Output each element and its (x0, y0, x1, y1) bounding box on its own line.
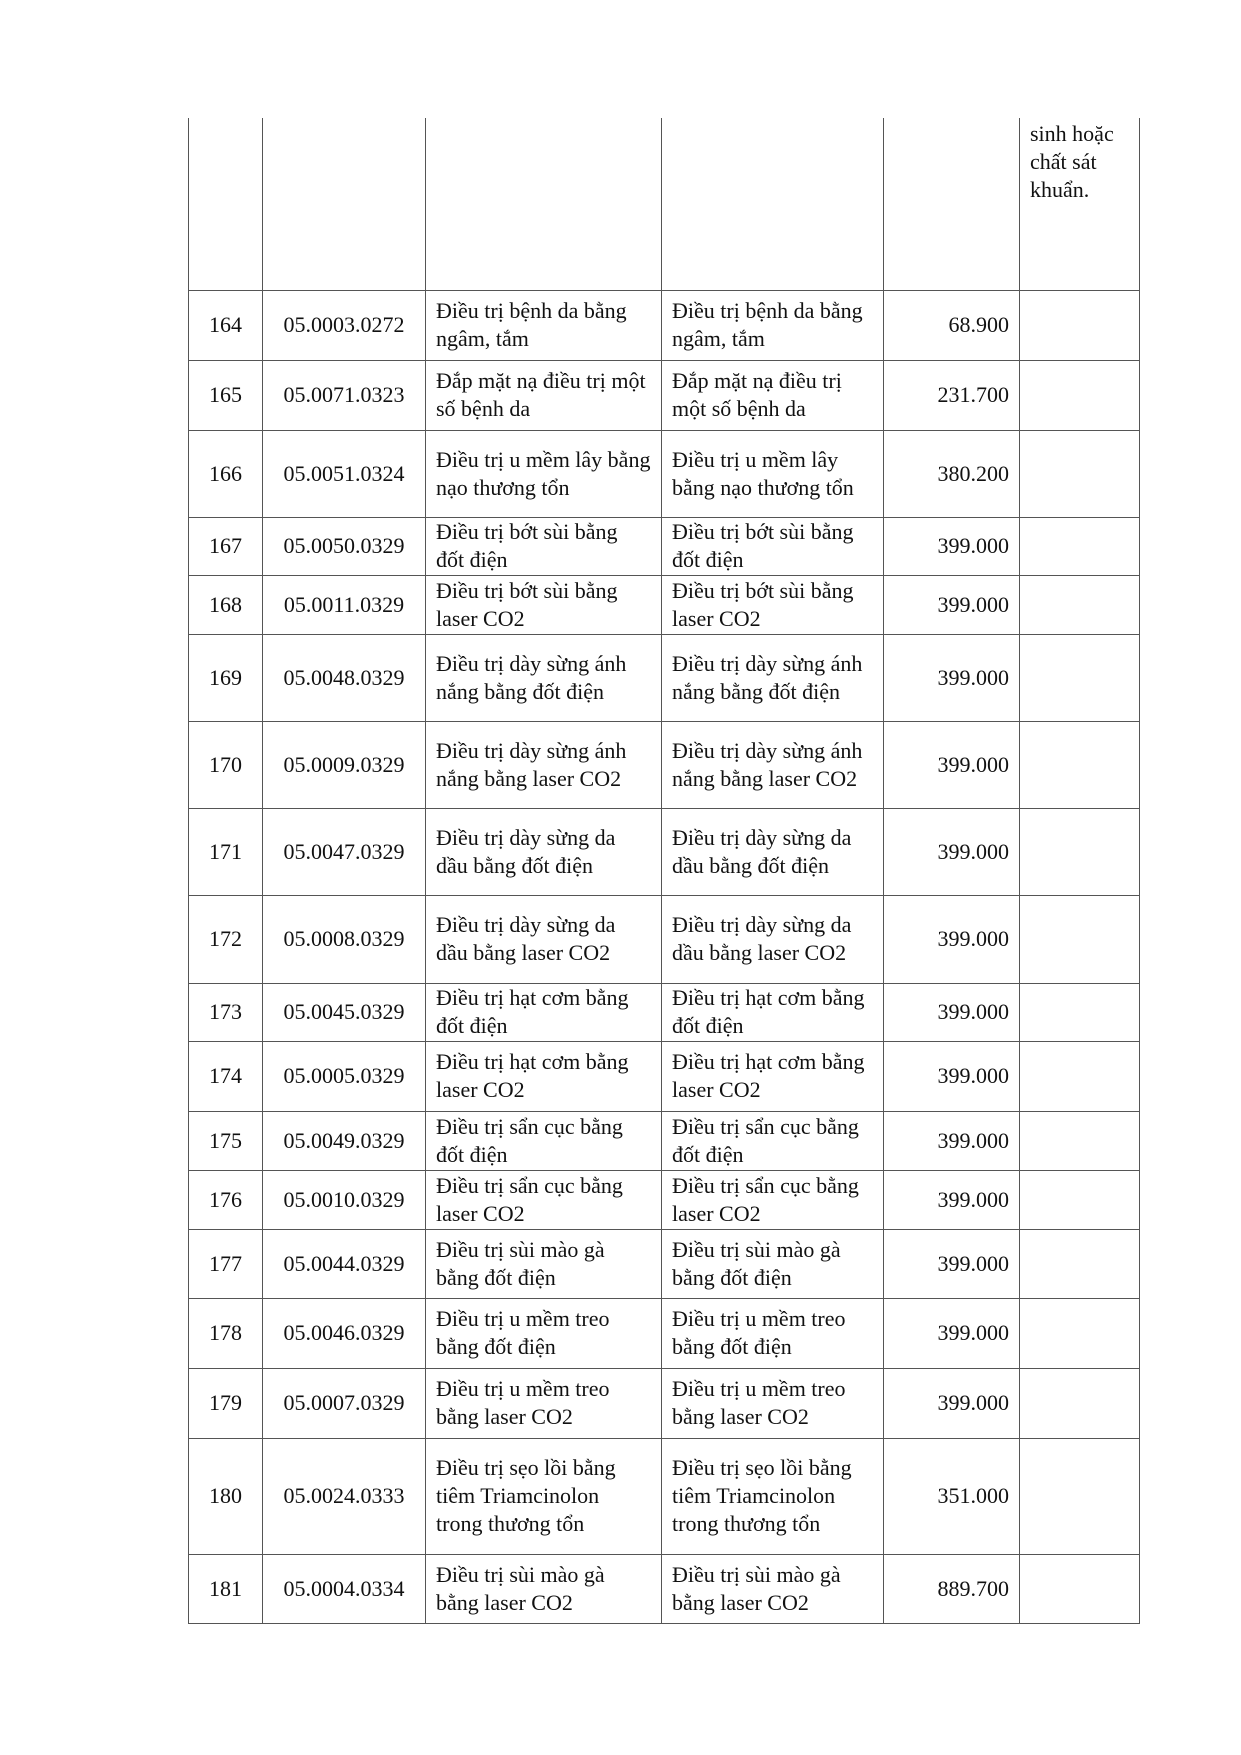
cell-price: 399.000 (884, 721, 1020, 808)
cell-code: 05.0046.0329 (263, 1298, 426, 1368)
cell-name-a: Điều trị hạt cơm bằng đốt điện (426, 983, 662, 1041)
cell-code: 05.0050.0329 (263, 517, 426, 575)
cell-price: 68.900 (884, 290, 1020, 360)
cell-price: 889.700 (884, 1554, 1020, 1623)
cell-stt: 180 (189, 1438, 263, 1554)
cell-stt: 172 (189, 895, 263, 983)
cell-stt: 165 (189, 360, 263, 430)
cell-name-a: Điều trị dày sừng da dầu bằng đốt điện (426, 808, 662, 895)
cell-name-b: Điều trị bớt sùi bằng laser CO2 (662, 575, 884, 634)
cell-stt: 164 (189, 290, 263, 360)
cell-stt: 178 (189, 1298, 263, 1368)
cell-stt: 166 (189, 430, 263, 517)
cell-code: 05.0004.0334 (263, 1554, 426, 1623)
cell-price: 399.000 (884, 575, 1020, 634)
cell-stt: 170 (189, 721, 263, 808)
cell-price: 351.000 (884, 1438, 1020, 1554)
cell-code: 05.0047.0329 (263, 808, 426, 895)
cell-price: 399.000 (884, 983, 1020, 1041)
cell-note (1020, 1554, 1140, 1623)
cell-code: 05.0009.0329 (263, 721, 426, 808)
cell-name-a: Điều trị dày sừng da dầu bằng laser CO2 (426, 895, 662, 983)
service-price-table (188, 118, 1140, 1624)
cell-price: 231.700 (884, 360, 1020, 430)
table-row-continuation (189, 118, 1140, 290)
cell-note (1020, 1041, 1140, 1111)
table-row (189, 517, 1140, 575)
table-row (189, 575, 1140, 634)
cell-code: 05.0011.0329 (263, 575, 426, 634)
cell-stt: 179 (189, 1368, 263, 1438)
cell-name-a: Đắp mặt nạ điều trị một số bệnh da (426, 360, 662, 430)
cell-code: 05.0008.0329 (263, 895, 426, 983)
cell-code: 05.0049.0329 (263, 1111, 426, 1170)
cell-name-b: Điều trị hạt cơm bằng đốt điện (662, 983, 884, 1041)
cell-code: 05.0007.0329 (263, 1368, 426, 1438)
cell-note (1020, 1229, 1140, 1298)
cell-stt: 174 (189, 1041, 263, 1111)
table-row (189, 983, 1140, 1041)
cell-note (1020, 360, 1140, 430)
table-row (189, 1554, 1140, 1623)
cell-stt: 173 (189, 983, 263, 1041)
cell-code: 05.0071.0323 (263, 360, 426, 430)
cell-note (1020, 575, 1140, 634)
cell-name-a: Điều trị sẩn cục bằng laser CO2 (426, 1170, 662, 1229)
cell-name-b: Điều trị u mềm treo bằng đốt điện (662, 1298, 884, 1368)
table-row (189, 430, 1140, 517)
cell-name-a (426, 118, 662, 290)
cell-code: 05.0003.0272 (263, 290, 426, 360)
cell-note (1020, 1438, 1140, 1554)
cell-code: 05.0045.0329 (263, 983, 426, 1041)
cell-note: sinh hoặc chất sát khuẩn. (1020, 118, 1140, 290)
cell-name-b: Điều trị sẩn cục bằng laser CO2 (662, 1170, 884, 1229)
cell-stt: 171 (189, 808, 263, 895)
cell-name-b: Điều trị sẩn cục bằng đốt điện (662, 1111, 884, 1170)
table-row (189, 895, 1140, 983)
cell-name-b: Điều trị dày sừng da dầu bằng laser CO2 (662, 895, 884, 983)
cell-price: 399.000 (884, 1229, 1020, 1298)
table-row (189, 808, 1140, 895)
cell-stt: 167 (189, 517, 263, 575)
table-row (189, 1041, 1140, 1111)
cell-name-b: Điều trị sẹo lồi bằng tiêm Triamcinolon trong thương tổn (662, 1438, 884, 1554)
cell-name-a: Điều trị u mềm treo bằng laser CO2 (426, 1368, 662, 1438)
cell-code: 05.0024.0333 (263, 1438, 426, 1554)
cell-name-b: Điều trị sùi mào gà bằng laser CO2 (662, 1554, 884, 1623)
cell-name-a: Điều trị u mềm treo bằng đốt điện (426, 1298, 662, 1368)
cell-stt: 181 (189, 1554, 263, 1623)
cell-name-b: Điều trị dày sừng ánh nắng bằng laser CO2 (662, 721, 884, 808)
table-row (189, 290, 1140, 360)
cell-stt (189, 118, 263, 290)
cell-name-a: Điều trị sẩn cục bằng đốt điện (426, 1111, 662, 1170)
table-row (189, 721, 1140, 808)
cell-name-b (662, 118, 884, 290)
cell-note (1020, 1298, 1140, 1368)
cell-price: 380.200 (884, 430, 1020, 517)
cell-name-b: Điều trị hạt cơm bằng laser CO2 (662, 1041, 884, 1111)
cell-name-b: Đắp mặt nạ điều trị một số bệnh da (662, 360, 884, 430)
cell-price: 399.000 (884, 895, 1020, 983)
cell-price: 399.000 (884, 1041, 1020, 1111)
cell-name-a: Điều trị sẹo lồi bằng tiêm Triamcinolon trong thương tổn (426, 1438, 662, 1554)
cell-note (1020, 1111, 1140, 1170)
cell-code (263, 118, 426, 290)
cell-name-b: Điều trị dày sừng ánh nắng bằng đốt điện (662, 634, 884, 721)
cell-name-a: Điều trị bớt sùi bằng đốt điện (426, 517, 662, 575)
cell-price: 399.000 (884, 1111, 1020, 1170)
cell-name-a: Điều trị bệnh da bằng ngâm, tắm (426, 290, 662, 360)
table-row (189, 360, 1140, 430)
cell-price: 399.000 (884, 808, 1020, 895)
cell-name-b: Điều trị dày sừng da dầu bằng đốt điện (662, 808, 884, 895)
cell-stt: 176 (189, 1170, 263, 1229)
cell-name-a: Điều trị hạt cơm bằng laser CO2 (426, 1041, 662, 1111)
cell-name-b: Điều trị u mềm treo bằng laser CO2 (662, 1368, 884, 1438)
cell-name-a: Điều trị sùi mào gà bằng laser CO2 (426, 1554, 662, 1623)
cell-price (884, 118, 1020, 290)
cell-note (1020, 983, 1140, 1041)
cell-stt: 169 (189, 634, 263, 721)
cell-code: 05.0044.0329 (263, 1229, 426, 1298)
cell-stt: 175 (189, 1111, 263, 1170)
cell-note (1020, 634, 1140, 721)
table-row (189, 634, 1140, 721)
cell-note (1020, 721, 1140, 808)
cell-name-b: Điều trị u mềm lây bằng nạo thương tổn (662, 430, 884, 517)
table-row (189, 1111, 1140, 1170)
cell-note (1020, 1170, 1140, 1229)
cell-name-a: Điều trị bớt sùi bằng laser CO2 (426, 575, 662, 634)
table-row (189, 1438, 1140, 1554)
cell-name-a: Điều trị dày sừng ánh nắng bằng đốt điện (426, 634, 662, 721)
cell-name-b: Điều trị sùi mào gà bằng đốt điện (662, 1229, 884, 1298)
table-row (189, 1229, 1140, 1298)
cell-price: 399.000 (884, 1298, 1020, 1368)
cell-price: 399.000 (884, 517, 1020, 575)
cell-note (1020, 290, 1140, 360)
cell-code: 05.0051.0324 (263, 430, 426, 517)
cell-note (1020, 1368, 1140, 1438)
table-row (189, 1170, 1140, 1229)
cell-note (1020, 430, 1140, 517)
cell-price: 399.000 (884, 1170, 1020, 1229)
cell-name-b: Điều trị bớt sùi bằng đốt điện (662, 517, 884, 575)
cell-code: 05.0005.0329 (263, 1041, 426, 1111)
cell-note (1020, 517, 1140, 575)
cell-name-a: Điều trị dày sừng ánh nắng bằng laser CO2 (426, 721, 662, 808)
cell-note (1020, 808, 1140, 895)
cell-price: 399.000 (884, 634, 1020, 721)
cell-price: 399.000 (884, 1368, 1020, 1438)
cell-note (1020, 895, 1140, 983)
table-row (189, 1298, 1140, 1368)
cell-stt: 168 (189, 575, 263, 634)
cell-code: 05.0048.0329 (263, 634, 426, 721)
table-row (189, 1368, 1140, 1438)
cell-name-b: Điều trị bệnh da bằng ngâm, tắm (662, 290, 884, 360)
cell-name-a: Điều trị u mềm lây bằng nạo thương tổn (426, 430, 662, 517)
cell-code: 05.0010.0329 (263, 1170, 426, 1229)
cell-stt: 177 (189, 1229, 263, 1298)
cell-name-a: Điều trị sùi mào gà bằng đốt điện (426, 1229, 662, 1298)
